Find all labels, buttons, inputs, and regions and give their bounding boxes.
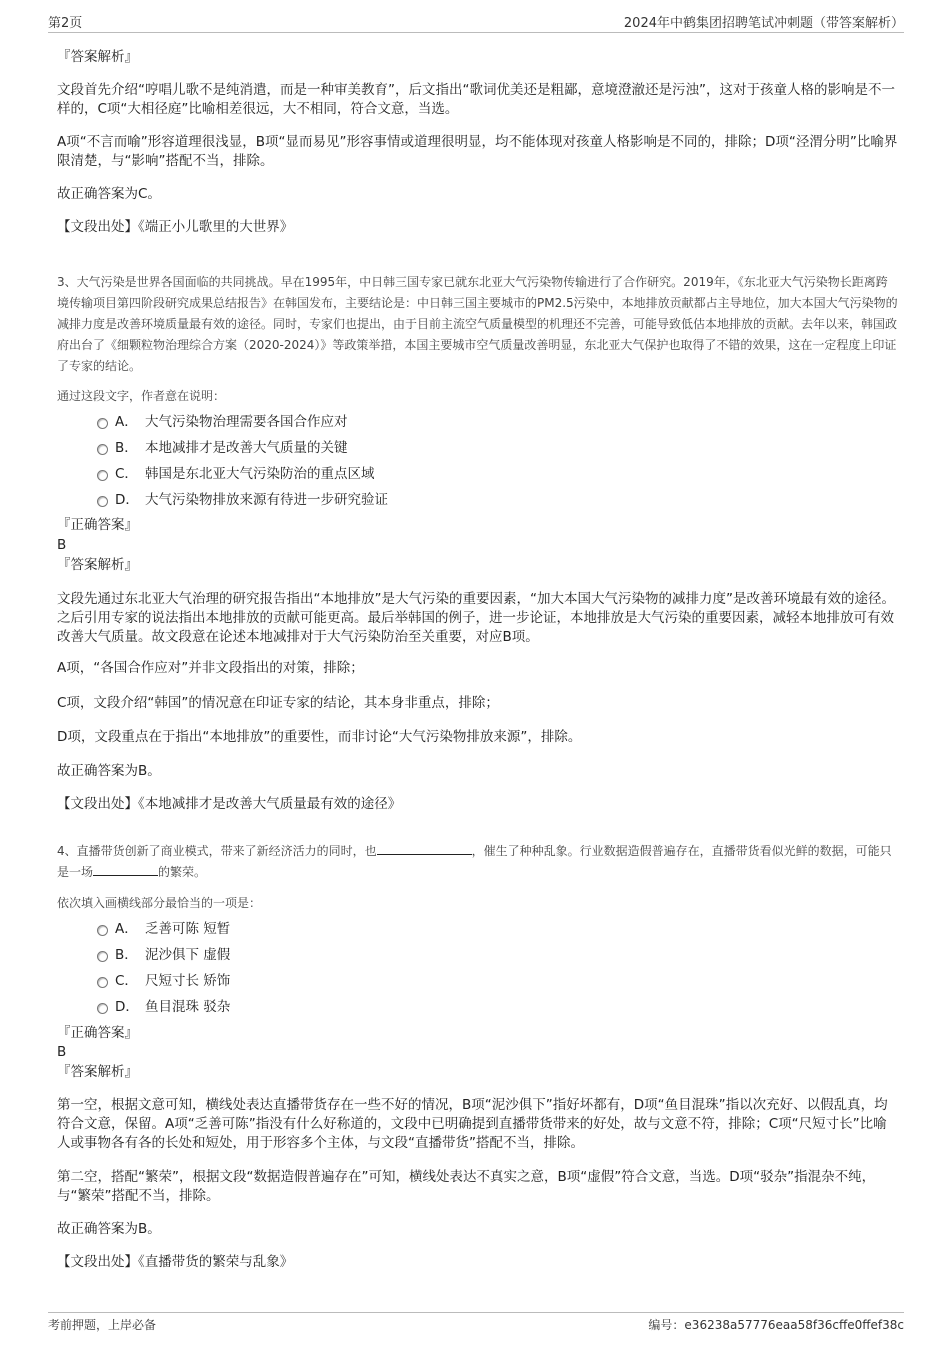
page-number: 第2页 [48, 16, 83, 31]
answer-conclusion: 故正确答案为B。 [57, 1221, 161, 1237]
option-c[interactable]: C． 韩国是东北亚大气污染防治的重点区域 [57, 461, 899, 487]
radio-icon[interactable] [97, 951, 108, 962]
radio-icon[interactable] [97, 977, 108, 988]
source-line [57, 795, 899, 814]
option-d[interactable]: D． 鱼目混珠 驳杂 [57, 994, 899, 1020]
radio-icon[interactable] [97, 418, 108, 429]
radio-icon[interactable] [97, 1003, 108, 1014]
source-label: 【文段出处】 [57, 219, 138, 235]
analysis-label: 『答案解析』 [57, 49, 138, 65]
source-title: 《本地减排才是改善大气质量最有效的途径》 [138, 796, 402, 812]
source-label: 【文段出处】 [57, 796, 138, 812]
analysis-paragraph: A项“不言而喻”形容道理很浅显，B项“显而易见”形容事情或道理很明显，均不能体现对孩童人格影响是不同的，排除；D项“泾渭分明”比喻界限清楚，与“影响”搭配不当，排除。 [57, 134, 898, 169]
analysis-paragraph: 第一空，根据文意可知，横线处表达直播带货存在一些不好的情况，B项“泥沙俱下”指好坏都有，D项“鱼目混珠”指以次充好、以假乱真，均符合文意，保留。A项“乏善可陈”指没有什么好称道的，文段中已明确提到直播带货带来的好处，故与文意不符，排除；C项“尺短寸长”比喻人或事物各有各的长处和短处，用于形容多个主体，与文段“直播带货”搭配不当，排除。 [57, 1097, 888, 1151]
page-footer [48, 1312, 904, 1331]
correct-answer: B [57, 1044, 67, 1060]
option-list [57, 409, 899, 513]
source-line [57, 218, 899, 237]
radio-icon[interactable] [97, 925, 108, 936]
blank-2 [93, 863, 158, 876]
question-prompt: 通过这段文字，作者意在说明： [57, 389, 226, 403]
source-title: 《直播带货的繁荣与乱象》 [138, 1254, 294, 1270]
correct-answer: B [57, 537, 67, 553]
document-id: 编号：e36238a57776eaa58f36cffe0ffef38c [648, 1318, 904, 1332]
option-list [57, 916, 899, 1020]
option-b[interactable]: B． 泥沙俱下 虚假 [57, 942, 899, 968]
analysis-label: 『答案解析』 [57, 557, 138, 573]
analysis-paragraph: C项，文段介绍“韩国”的情况意在印证专家的结论，其本身非重点，排除； [57, 695, 499, 711]
source-title: 《端正小儿歌里的大世界》 [138, 219, 294, 235]
radio-icon[interactable] [97, 470, 108, 481]
analysis-paragraph: 文段首先介绍“哼唱儿歌不是纯消遣，而是一种审美教育”，后文指出“歌词优美还是粗鄙，意境澄澈还是污浊”，这对于孩童人格的影响是不一样的，C项“大相径庭”比喻相差很远，大不相同，符合文意，当选。 [57, 82, 895, 117]
analysis-paragraph: A项，“各国合作应对”并非文段指出的对策，排除； [57, 660, 364, 676]
document-title: 2024年中鹤集团招聘笔试冲刺题（带答案解析） [623, 16, 904, 31]
option-a[interactable]: A． 大气污染物治理需要各国合作应对 [57, 409, 899, 435]
blank-1 [377, 842, 472, 855]
question-stem: 3、大气污染是世界各国面临的共同挑战。早在1995年，中日韩三国专家已就东北亚大气污染物传输进行了合作研究。2019年，《东北亚大气污染物长距离跨境传输项目第四阶段研究成果总结报告》在韩国发布，主要结论是：中日韩三国主要城市的PM2.5污染中，本地排放贡献都占主导地位，加大本国大气污染物的减排力度是改善环境质量最有效的途径。同时，专家们也提出，由于目前主流空气质量模型的机理还不完善，可能导致低估本地排放的贡献。去年以来，韩国政府出台了《细颗粒物治理综合方案（2020-2024）》等政策举措，本国主要城市空气质量改善明显，东北亚大气保护也取得了不错的效果，这在一定程度上印证了专家的结论。 [57, 275, 898, 373]
answer-conclusion: 故正确答案为C。 [57, 186, 161, 202]
analysis-paragraph: 文段先通过东北亚大气治理的研究报告指出“本地排放”是大气污染的重要因素，“加大本国大气污染物的减排力度”是改善环境最有效的途径。之后引用专家的说法指出本地排放的贡献可能更高。最后举韩国的例子，进一步论证，本地排放是大气污染的重要因素，减轻本地排放可有效改善大气质量。故文段意在论述本地减排对于大气污染防治至关重要，对应B项。 [57, 591, 895, 645]
correct-answer-label: 『正确答案』 [57, 517, 138, 533]
option-a[interactable]: A． 乏善可陈 短暂 [57, 916, 899, 942]
source-label: 【文段出处】 [57, 1254, 138, 1270]
correct-answer-label: 『正确答案』 [57, 1025, 138, 1041]
question-stem: 4、直播带货创新了商业模式，带来了新经济活力的同时，也 ，催生了种种乱象。行业数据造假普遍存在，直播带货看似光鲜的数据，可能只是一场 的繁荣。 [57, 844, 892, 879]
page-header [48, 12, 904, 33]
option-d[interactable]: D． 大气污染物排放来源有待进一步研究验证 [57, 487, 899, 513]
option-b[interactable]: B． 本地减排才是改善大气质量的关键 [57, 435, 899, 461]
source-line [57, 1253, 899, 1272]
analysis-paragraph: 第二空，搭配“繁荣”，根据文段“数据造假普遍存在”可知，横线处表达不真实之意，B项“虚假”符合文意，当选。D项“驳杂”指混杂不纯，与“繁荣”搭配不当，排除。 [57, 1169, 876, 1204]
radio-icon[interactable] [97, 496, 108, 507]
option-c[interactable]: C． 尺短寸长 矫饰 [57, 968, 899, 994]
question-prompt: 依次填入画横线部分最恰当的一项是： [57, 896, 262, 910]
analysis-paragraph: D项，文段重点在于指出“本地排放”的重要性，而非讨论“大气污染物排放来源”，排除。 [57, 729, 582, 745]
answer-conclusion: 故正确答案为B。 [57, 763, 161, 779]
radio-icon[interactable] [97, 444, 108, 455]
footer-slogan: 考前押题，上岸必备 [48, 1318, 157, 1332]
analysis-label: 『答案解析』 [57, 1064, 138, 1080]
